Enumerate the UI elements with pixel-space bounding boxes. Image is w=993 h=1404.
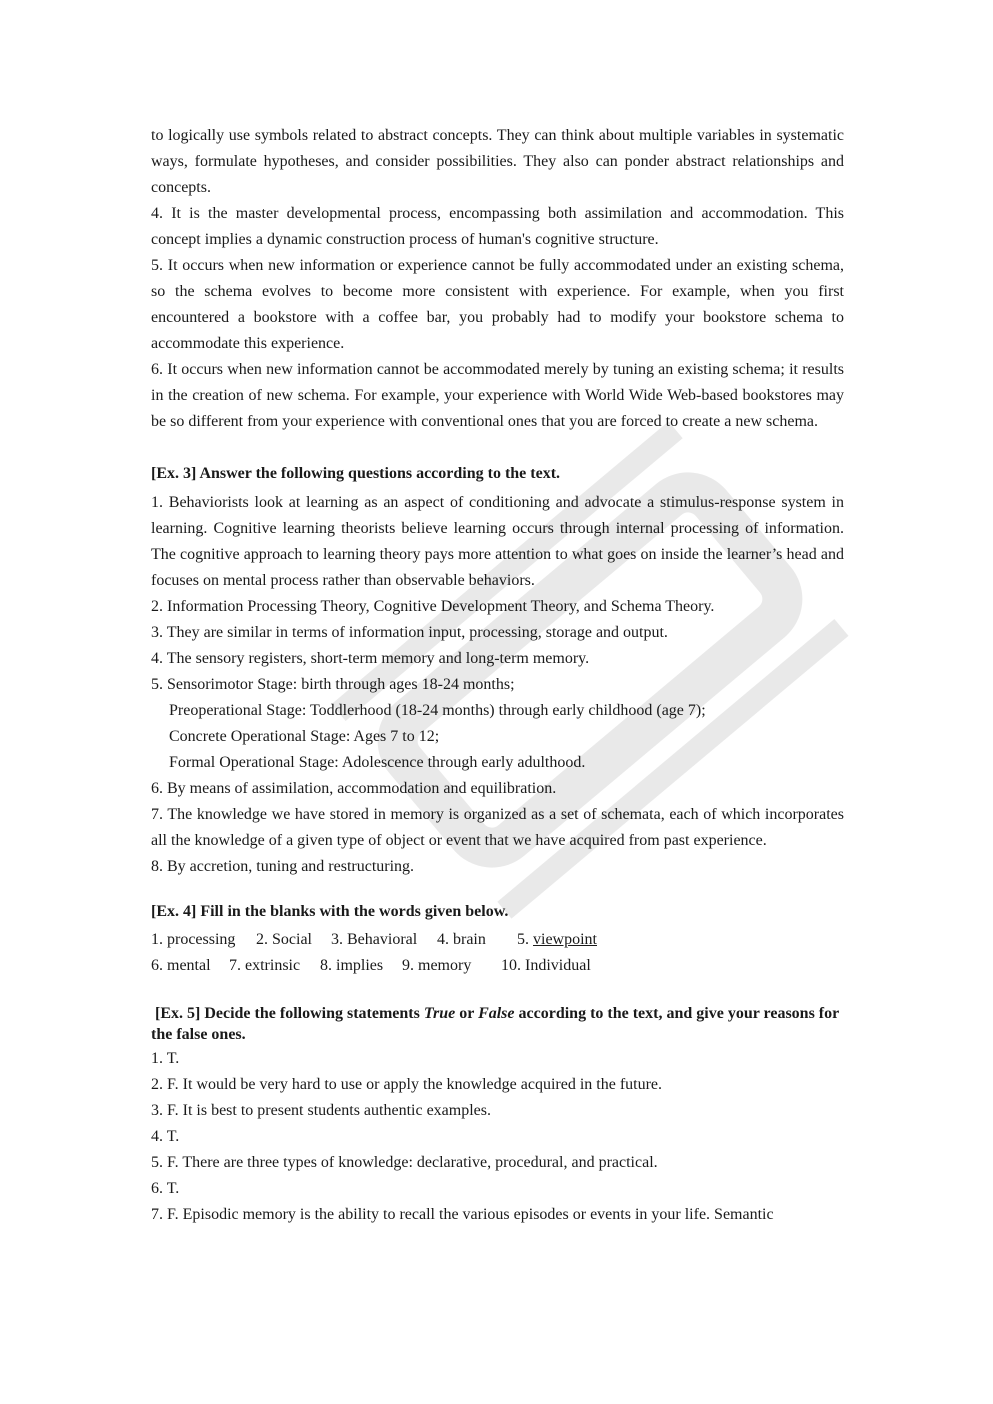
ex3-heading: [Ex. 3] Answer the following questions according to the text. [151, 465, 561, 482]
ex3-answer-3: 3. They are similar in terms of information input, processing, storage and output. [151, 624, 668, 641]
ex4-word-2: 2. Social [256, 931, 312, 948]
ex3-answer-5-line-1: 5. Sensorimotor Stage: birth through ages 18-24 months; [151, 676, 515, 693]
ex3-answer-2: 2. Information Processing Theory, Cognitive Development Theory, and Schema Theory. [151, 598, 715, 615]
answer-item-5: 5. It occurs when new information or experience cannot be fully accommodated under an existing schema, so the schema evolves to become more consistent with experience. For example, when you first encountered a bookstore with a coffee bar, you probably had to modify your bookstore schema to accommodate this experience. [151, 257, 844, 352]
ex3-answer-1: 1. Behaviorists look at learning as an aspect of conditioning and advocate a stimulus-response system in learning. Cognitive learning theorists believe learning occurs through internal processing of information. The cognitive approach to learning theory pays more attention to what goes on inside the learner’s head and focuses on mental process rather than observable behaviors. [151, 494, 844, 589]
ex5-heading-or: or [455, 1005, 479, 1022]
document-page [151, 123, 844, 1228]
ex5-statement-6: 6. T. [151, 1180, 180, 1197]
ex3-answer-8: 8. By accretion, tuning and restructuring. [151, 858, 415, 875]
ex4-word-row-1 [151, 927, 844, 953]
ex4-word-3: 3. Behavioral [331, 931, 418, 948]
ex4-word-row-2 [151, 953, 844, 979]
ex3-answer-4: 4. The sensory registers, short-term memory and long-term memory. [151, 650, 590, 667]
ex5-heading-part-a: [Ex. 5] Decide the following statements [155, 1005, 424, 1022]
ex3-answer-5-line-4: Formal Operational Stage: Adolescence through early adulthood. [169, 754, 586, 771]
ex4-word-8: 8. implies [320, 957, 384, 974]
ex3-answer-6: 6. By means of assimilation, accommodation and equilibration. [151, 780, 557, 797]
ex4-word-5 [517, 927, 597, 953]
ex3-answer-7: 7. The knowledge we have stored in memory is organized as a set of schemata, each of which incorporates all the knowledge of a given type of object or event that we have acquired from past experience. [151, 806, 844, 849]
ex5-statement-3: 3. F. It is best to present students authentic examples. [151, 1102, 491, 1119]
ex4-word-7: 7. extrinsic [229, 957, 301, 974]
ex4-word-1: 1. processing [151, 931, 236, 948]
ex5-statement-4: 4. T. [151, 1128, 180, 1145]
answer-item-6: 6. It occurs when new information cannot be accommodated merely by tuning an existing schema; it results in the creation of new schema. For example, your experience with World Wide Web-based bookstores may be so different from your experience with conventional ones that you are forced to create a new schema. [151, 361, 844, 430]
ex5-statement-2: 2. F. It would be very hard to use or apply the knowledge acquired in the future. [151, 1076, 663, 1093]
ex4-word-9: 9. memory [402, 957, 472, 974]
ex5-heading-false: False [478, 1005, 515, 1022]
ex3-answer-5-line-2: Preoperational Stage: Toddlerhood (18-24 months) through early childhood (age 7); [169, 702, 706, 719]
ex5-heading-true: True [423, 1005, 456, 1022]
ex5-statement-1: 1. T. [151, 1050, 180, 1067]
ex5-heading-part-b: according to the text, and give your reasons for the false ones. [151, 1005, 839, 1043]
ex4-word-6: 6. mental [151, 957, 211, 974]
paragraph-continuation: to logically use symbols related to abstract concepts. They can think about multiple variables in systematic ways, formulate hypotheses, and consider possibilities. They also can ponder abstract relationships and concepts. [151, 127, 844, 196]
ex5-heading [151, 1003, 844, 1045]
ex4-word-4: 4. brain [437, 931, 486, 948]
ex3-answer-5-line-3: Concrete Operational Stage: Ages 7 to 12; [169, 728, 440, 745]
ex5-statement-5: 5. F. There are three types of knowledge: declarative, procedural, and practical. [151, 1154, 658, 1171]
ex4-word-5-text: viewpoint [533, 931, 597, 948]
answer-item-4: 4. It is the master developmental process, encompassing both assimilation and accommodation. This concept implies a dynamic construction process of human's cognitive structure. [151, 205, 844, 248]
ex5-statement-7: 7. F. Episodic memory is the ability to recall the various episodes or events in your life. Semantic [151, 1206, 774, 1223]
ex4-heading: [Ex. 4] Fill in the blanks with the words given below. [151, 903, 509, 920]
ex4-word-10: 10. Individual [501, 957, 591, 974]
ex4-word-5-number: 5. [517, 931, 533, 948]
